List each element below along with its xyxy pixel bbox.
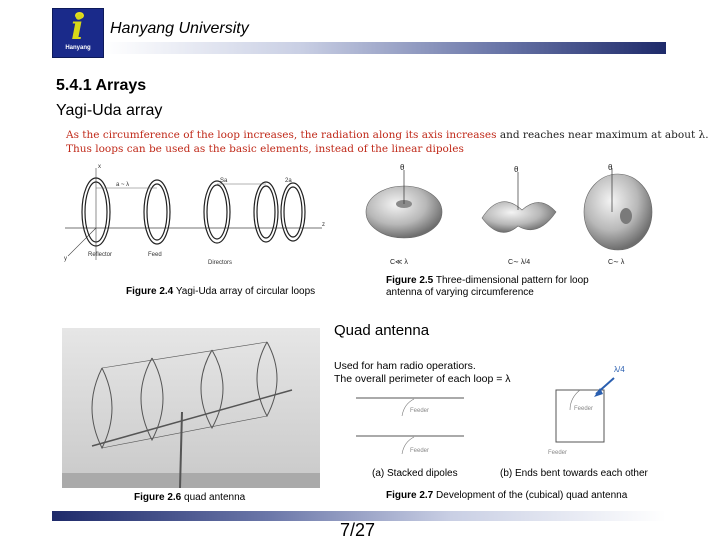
dipole-bottom-feeder: Feeder — [410, 448, 430, 454]
logo-text: Hanyang — [65, 45, 91, 51]
figure-2-7b-caption: (b) Ends bent towards each other — [500, 468, 648, 479]
directors-label: Directors — [208, 260, 233, 266]
figure-2-4-diagram — [60, 160, 330, 270]
figure-2-6-label: Figure 2.6 — [134, 492, 182, 503]
apple-body — [584, 174, 652, 250]
figure-2-6-caption — [134, 492, 245, 503]
intro-line-2 — [66, 143, 464, 155]
quad-line-2: The overall perimeter of each loop = λ — [334, 373, 511, 385]
apple-dimple — [620, 208, 632, 224]
reflector-label: Reflector — [88, 252, 113, 258]
figure-2-7a-caption: (a) Stacked dipoles — [372, 468, 458, 479]
intro-line-1-black: and reaches near maximum at about λ. — [496, 129, 709, 141]
quad-antenna-text — [334, 360, 511, 386]
figure-2-7-caption — [386, 490, 627, 501]
photo-ground — [62, 473, 320, 488]
axis-label-z: z — [322, 222, 325, 228]
quad-line-1: Used for ham radio operatiors. — [334, 360, 476, 372]
figure-2-6-photo — [62, 328, 320, 488]
figure-2-7b-diagram — [540, 364, 630, 464]
logo-glyph: i — [71, 8, 84, 48]
feed-loop — [144, 180, 170, 244]
section-subtitle: Yagi-Uda array — [56, 102, 163, 119]
dipole-top-feeder: Feeder — [410, 408, 430, 414]
director-loop-1 — [204, 181, 230, 243]
axis-label-y: y — [64, 256, 67, 262]
pattern-apple — [584, 168, 652, 250]
dim-label-3: 2a — [285, 178, 292, 184]
pattern-label-3: C∼ λ — [608, 259, 625, 266]
pattern-saddle — [482, 172, 556, 232]
intro-line-1 — [66, 129, 709, 141]
pattern-label-1: C≪ λ — [390, 259, 408, 266]
quad-antenna-title: Quad antenna — [334, 322, 430, 339]
header-bar — [104, 42, 666, 54]
figure-2-6-caption-text: quad antenna — [184, 492, 246, 503]
feed-label: Feed — [148, 252, 162, 258]
figure-2-5-caption — [386, 275, 626, 299]
figure-2-4-label: Figure 2.4 — [126, 286, 174, 297]
saddle-theta: θ — [514, 165, 519, 174]
figure-2-7a-diagram — [352, 392, 468, 462]
university-logo — [52, 8, 104, 58]
figure-2-7-label: Figure 2.7 — [386, 490, 434, 501]
figure-2-7-caption-text: Development of the (cubical) quad antenna — [436, 490, 628, 501]
feed-loop-inner — [147, 184, 167, 240]
dim-label-2: Sa — [220, 178, 228, 184]
figure-2-4-caption — [126, 286, 315, 297]
bent-loop — [556, 390, 604, 442]
figure-2-5-label: Figure 2.5 — [386, 275, 434, 286]
pattern-label-2: C∼ λ/4 — [508, 259, 531, 266]
figure-2-4-caption-text: Yagi-Uda array of circular loops — [175, 286, 316, 297]
page-number: 7/27 — [340, 520, 376, 540]
intro-line-1-red: As the circumference of the loop increases, the radiation along its axis increases — [66, 129, 497, 141]
figure-2-5-diagram — [360, 160, 660, 270]
dim-label-1: a ~ λ — [116, 182, 130, 188]
saddle-body — [482, 202, 556, 233]
bent-top-feeder: Feeder — [574, 406, 594, 412]
university-name: Hanyang University — [110, 20, 249, 37]
figure-2-5-caption-text: Three-dimensional pattern for loop antenna of varying circumference — [386, 275, 589, 298]
photo-sky — [62, 328, 320, 488]
director-loop-3-inner — [284, 187, 302, 237]
donut-theta: θ — [400, 163, 405, 172]
apple-theta: θ — [608, 163, 613, 172]
pattern-donut — [366, 170, 442, 238]
director-loop-2-inner — [257, 186, 275, 238]
axis-label-x: x — [98, 164, 101, 170]
intro-line-2-red: Thus loops can be used as the basic elements, instead of the linear dipoles — [66, 143, 464, 155]
director-loop-1-inner — [207, 185, 227, 239]
bent-bottom-feeder: Feeder — [548, 450, 568, 456]
section-title: 5.4.1 Arrays — [56, 77, 147, 94]
lambda-fraction: λ/4 — [614, 365, 625, 374]
